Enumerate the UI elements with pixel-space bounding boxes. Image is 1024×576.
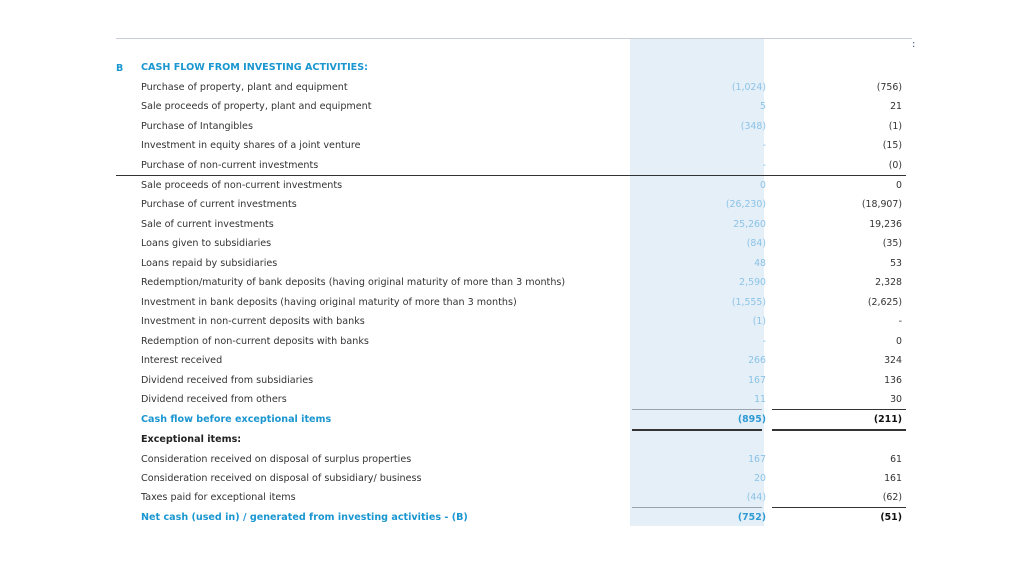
table-row xyxy=(141,293,906,312)
previous-year-value: 324 xyxy=(884,355,902,366)
current-year-value: - xyxy=(762,160,766,171)
row-label: Dividend received from others xyxy=(141,394,287,405)
row-label: Interest received xyxy=(141,355,223,366)
previous-year-value: (2,625) xyxy=(867,297,902,308)
table-row xyxy=(141,488,906,507)
table-row xyxy=(141,351,906,370)
previous-year-value: (756) xyxy=(876,82,902,93)
table-row xyxy=(141,371,906,390)
subtotal-previous-year-value: (211) xyxy=(873,414,902,425)
current-year-value: (84) xyxy=(746,238,766,249)
previous-year-value: 0 xyxy=(896,336,902,347)
subtotal-current-year-value: (895) xyxy=(737,414,766,425)
table-row xyxy=(141,136,906,155)
row-label: Investment in non-current deposits with banks xyxy=(141,316,365,327)
previous-year-value: (35) xyxy=(882,238,902,249)
previous-year-value: 161 xyxy=(884,473,902,484)
previous-year-value: 61 xyxy=(890,454,902,465)
row-label: Sale proceeds of non-current investments xyxy=(141,180,343,191)
row-label: Investment in bank deposits (having original maturity of more than 3 months) xyxy=(141,297,517,308)
subtotal-row xyxy=(141,410,906,429)
previous-year-value: (0) xyxy=(888,160,902,171)
table-row xyxy=(141,254,906,273)
table-row xyxy=(141,273,906,292)
row-label: Redemption/maturity of bank deposits (having original maturity of more than 3 months) xyxy=(141,277,566,288)
row-label: Purchase of Intangibles xyxy=(141,121,253,132)
table-row xyxy=(141,450,906,469)
row-label: Sale of current investments xyxy=(141,219,274,230)
table-row xyxy=(141,97,906,116)
exceptional-heading-row xyxy=(141,430,906,449)
current-year-value: - xyxy=(762,140,766,151)
row-label: Sale proceeds of property, plant and equipment xyxy=(141,101,372,112)
current-year-value: (348) xyxy=(740,121,766,132)
row-label: Purchase of property, plant and equipment xyxy=(141,82,348,93)
previous-year-value: (62) xyxy=(882,492,902,503)
current-year-value: 266 xyxy=(748,355,766,366)
exceptional-heading: Exceptional items: xyxy=(141,434,242,445)
table-row xyxy=(141,195,906,214)
row-label: Consideration received on disposal of surplus properties xyxy=(141,454,412,465)
section-letter: B xyxy=(116,63,124,74)
current-year-value: (1,024) xyxy=(731,82,766,93)
section-title: CASH FLOW FROM INVESTING ACTIVITIES: xyxy=(141,62,368,73)
current-year-value: 25,260 xyxy=(733,219,766,230)
row-label: Dividend received from subsidiaries xyxy=(141,375,314,386)
row-label: Consideration received on disposal of subsidiary/ business xyxy=(141,473,422,484)
total-row xyxy=(141,508,906,527)
current-year-value: - xyxy=(762,336,766,347)
table-row xyxy=(141,312,906,331)
current-year-value: (1) xyxy=(752,316,766,327)
table-row xyxy=(141,215,906,234)
table-row xyxy=(141,390,906,409)
table-row xyxy=(141,156,906,175)
previous-year-value: 21 xyxy=(890,101,902,112)
row-label: Loans given to subsidiaries xyxy=(141,238,272,249)
previous-year-value: 53 xyxy=(890,258,902,269)
table-row xyxy=(141,234,906,253)
row-label: Investment in equity shares of a joint venture xyxy=(141,140,361,151)
row-label: Redemption of non-current deposits with banks xyxy=(141,336,369,347)
total-current-year-value: (752) xyxy=(737,512,766,523)
previous-year-value: (15) xyxy=(882,140,902,151)
current-year-value: 0 xyxy=(760,180,766,191)
table-row xyxy=(141,78,906,97)
table-row xyxy=(141,176,906,195)
current-year-value: 11 xyxy=(754,394,766,405)
previous-year-value: 2,328 xyxy=(875,277,902,288)
previous-year-value: 30 xyxy=(890,394,902,405)
table-row xyxy=(141,117,906,136)
section-heading-row xyxy=(141,58,906,77)
current-year-value: 5 xyxy=(760,101,766,112)
total-label: Net cash (used in) / generated from investing activities - (B) xyxy=(141,512,468,523)
current-year-value: 167 xyxy=(748,375,766,386)
previous-year-value: 19,236 xyxy=(869,219,902,230)
table-row xyxy=(141,469,906,488)
total-previous-year-value: (51) xyxy=(880,512,902,523)
current-year-value: 167 xyxy=(748,454,766,465)
row-label: Taxes paid for exceptional items xyxy=(141,492,296,503)
previous-year-value: - xyxy=(898,316,902,327)
previous-year-value: 136 xyxy=(884,375,902,386)
current-year-value: 48 xyxy=(754,258,766,269)
corner-mark: : xyxy=(912,39,916,50)
subtotal-label: Cash flow before exceptional items xyxy=(141,414,332,425)
current-year-value: 2,590 xyxy=(739,277,766,288)
previous-year-value: (18,907) xyxy=(861,199,902,210)
previous-year-value: (1) xyxy=(888,121,902,132)
current-year-value: (44) xyxy=(746,492,766,503)
current-year-value: (26,230) xyxy=(725,199,766,210)
current-year-value: (1,555) xyxy=(731,297,766,308)
top-divider xyxy=(116,38,912,39)
previous-year-value: 0 xyxy=(896,180,902,191)
row-label: Purchase of current investments xyxy=(141,199,297,210)
row-label: Loans repaid by subsidiaries xyxy=(141,258,278,269)
current-year-value: 20 xyxy=(754,473,766,484)
row-label: Purchase of non-current investments xyxy=(141,160,319,171)
table-row xyxy=(141,332,906,351)
